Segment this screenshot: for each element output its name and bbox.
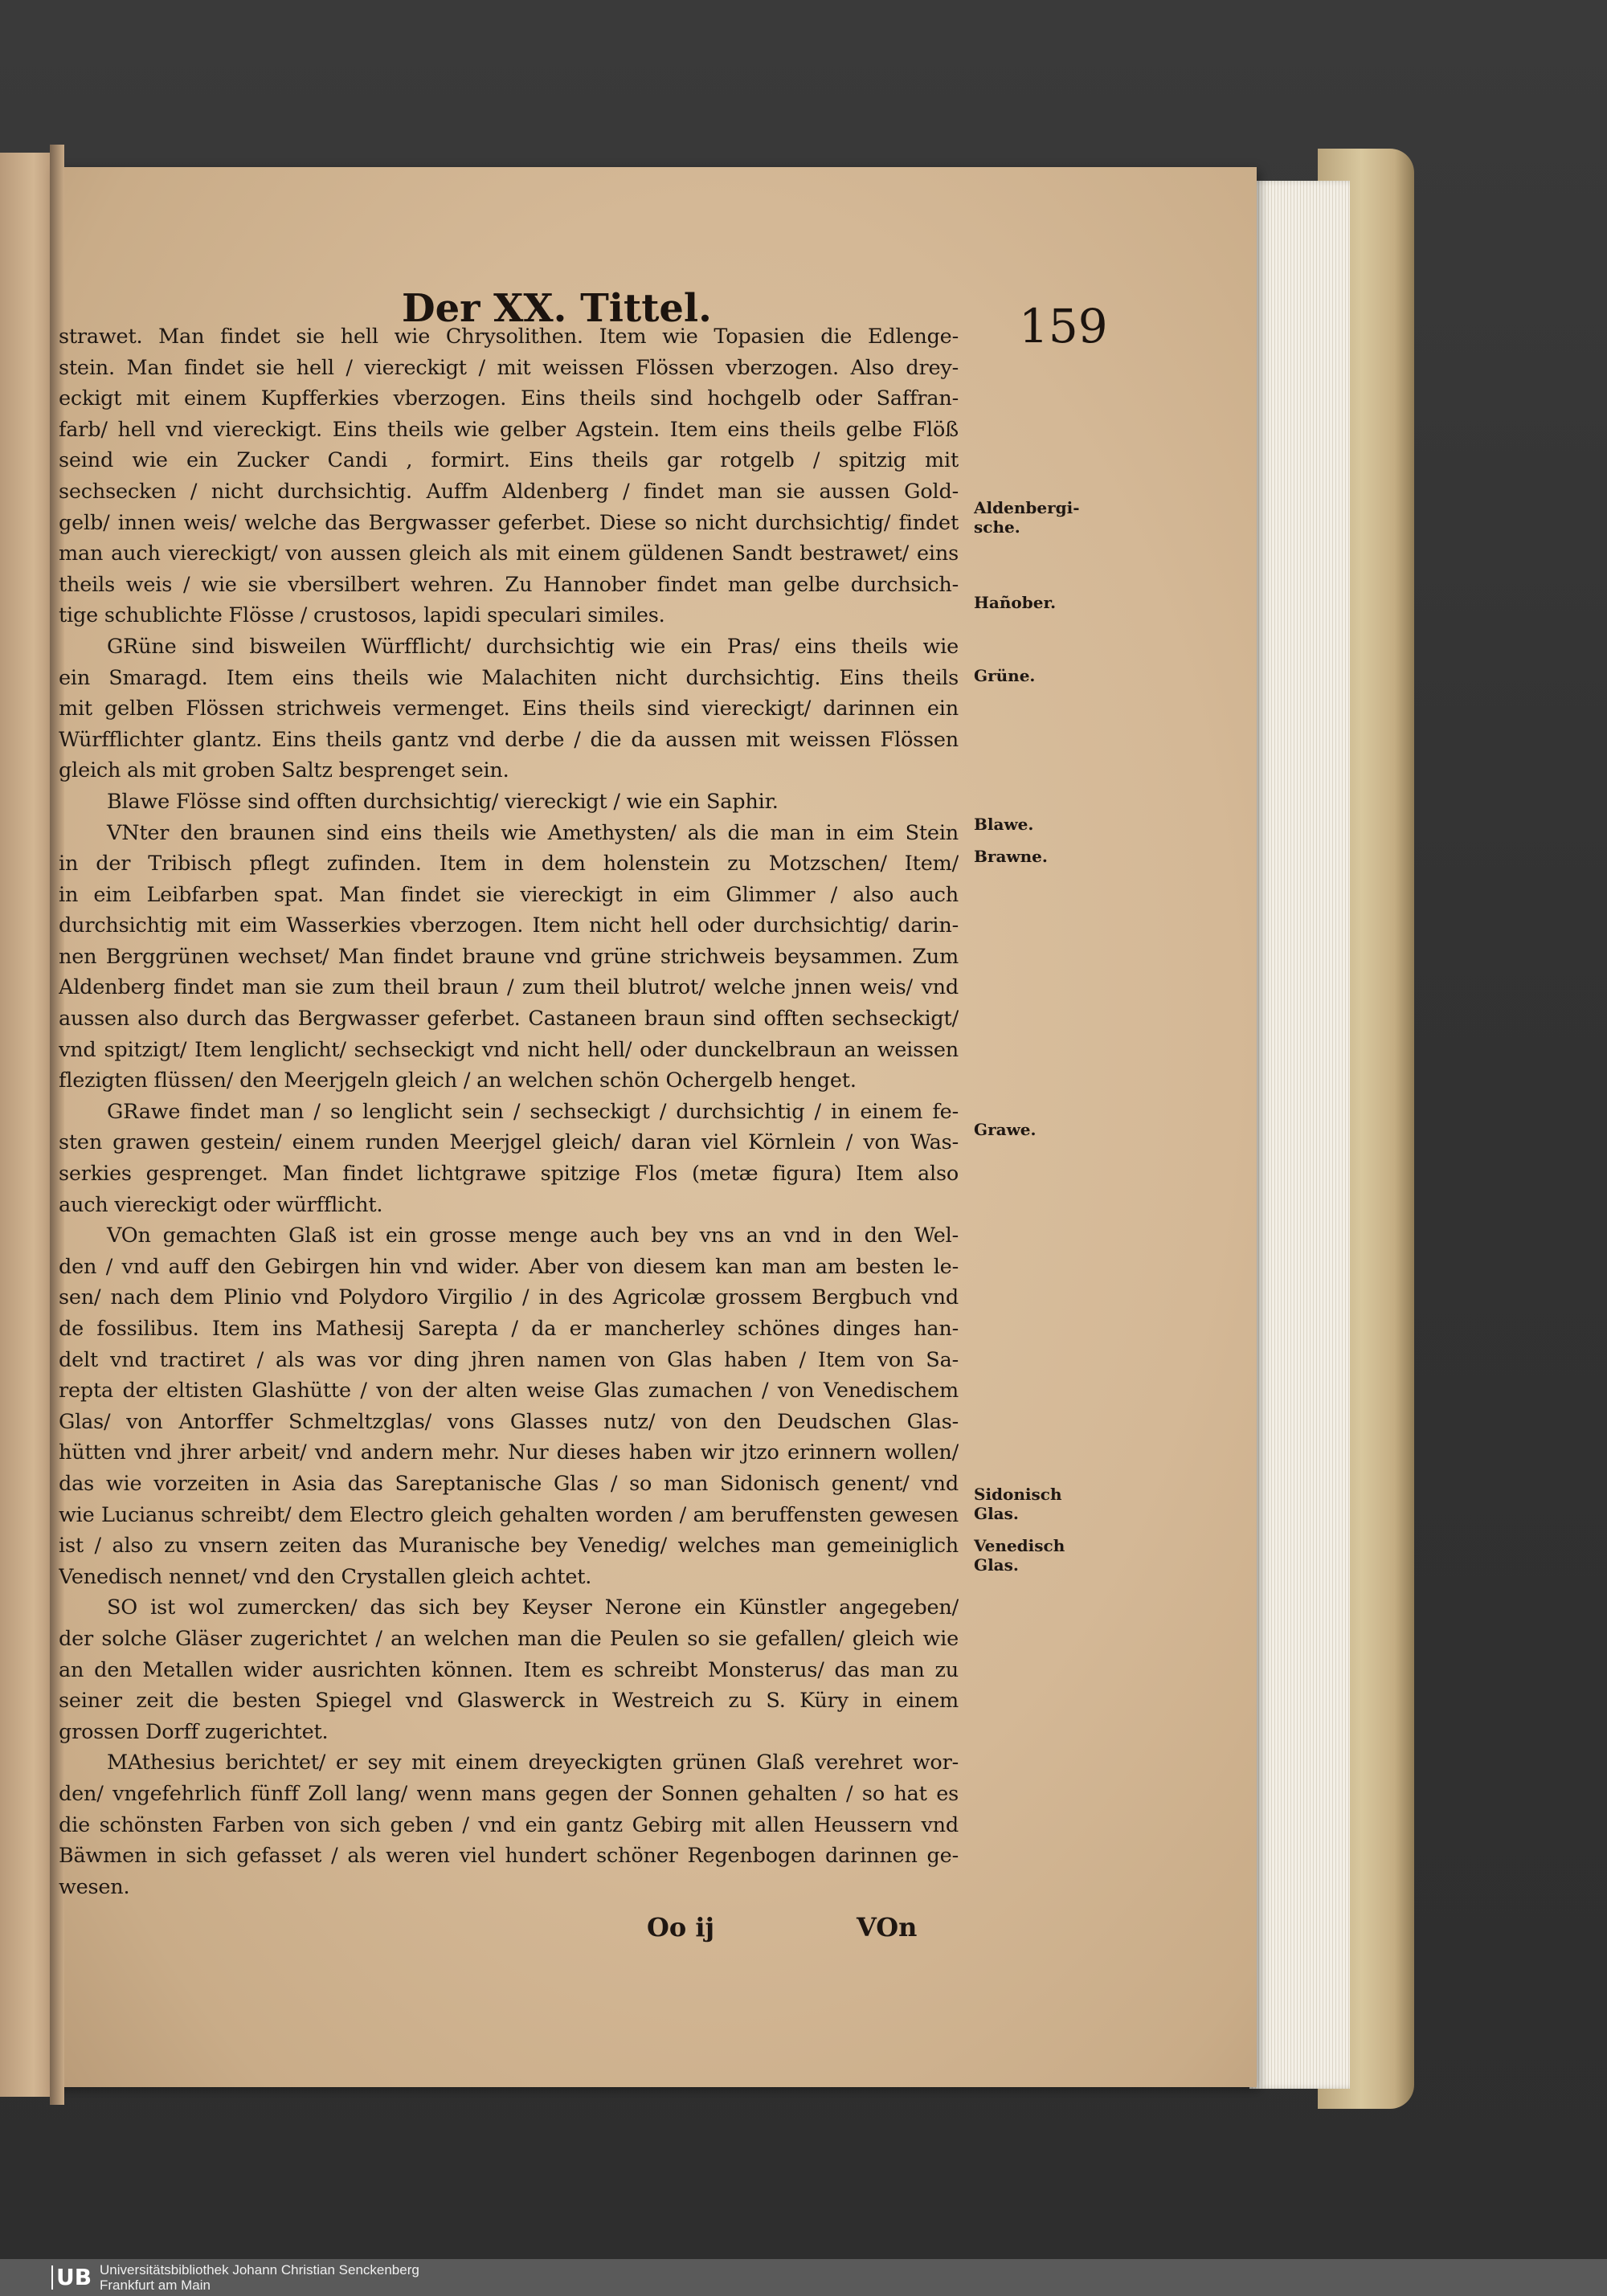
logo-divider xyxy=(51,2265,53,2290)
text-line: seind wie ein Zucker Candi , formirt. Eins theils gar rotgelb / spitzig mit xyxy=(59,448,959,473)
text-line: wie Lucianus schreibt/ dem Electro gleich gehalten worden / am beruffensten gewesen xyxy=(59,1502,959,1527)
margin-note-line: Glas. xyxy=(974,1555,1019,1575)
previous-page-edge xyxy=(0,153,56,2097)
margin-venedisch xyxy=(974,1536,1065,1575)
text-line: MAthesius berichtet/ er sey mit einem dreyeckigten grünen Glaß verehret wor- xyxy=(107,1751,959,1775)
margin-grawe xyxy=(974,1120,1036,1139)
catchword: VOn xyxy=(857,1912,918,1943)
margin-hannober xyxy=(974,593,1056,612)
text-line: eckigt mit einem Kupfferkies vberzogen. Eins theils sind hochgelb oder Saffran- xyxy=(59,386,959,411)
text-line: theils weis / wie sie vbersilbert wehren. Zu Hannober findet man gelbe durchsich- xyxy=(59,572,959,597)
page-block-edges xyxy=(1249,181,1350,2089)
text-line: grossen Dorff zugerichtet. xyxy=(59,1719,329,1744)
text-line: in der Tribisch pflegt zufinden. Item in dem holenstein zu Motzschen/ Item/ xyxy=(59,852,959,876)
text-line: serkies gesprenget. Man findet lichtgrawe spitzige Flos (metæ figura) Item also xyxy=(59,1162,959,1187)
text-line: Aldenberg findet man sie zum theil braun / zum theil blutrot/ welche jnnen weis/ vnd xyxy=(59,975,959,1000)
text-line: GRawe findet man / so lenglicht sein / sechseckigt / durchsichtig / in einem fe- xyxy=(107,1099,959,1124)
margin-note-line: sche. xyxy=(974,517,1020,537)
text-line: durchsichtig mit eim Wasserkies vberzogen. Item nicht hell oder durchsichtig/ darin- xyxy=(59,913,959,938)
text-line: in eim Leibfarben spat. Man findet sie viereckigt in eim Glimmer / also auch xyxy=(59,882,959,907)
margin-note-line: Aldenbergi- xyxy=(974,498,1080,517)
margin-note-line: Grüne. xyxy=(974,666,1036,685)
text-line: Venedisch nennet/ vnd den Crystallen gleich achtet. xyxy=(59,1564,592,1589)
text-line: nen Berggrünen wechset/ Man findet braune vnd grüne strichweis beysammen. Zum xyxy=(59,944,959,969)
running-head: Der XX. Tittel. xyxy=(402,286,712,331)
margin-note-line: Grawe. xyxy=(974,1120,1037,1139)
text-line: Glas/ von Antorffer Schmeltzglas/ vons Glasses nutz/ von den Deudschen Glas- xyxy=(59,1409,959,1434)
text-line: VOn gemachten Glaß ist ein grosse menge auch bey vns an vnd in den Wel- xyxy=(107,1224,959,1248)
text-line: die schönsten Farben von sich geben / vnd ein gantz Gebirg mit allen Heussern vnd xyxy=(59,1812,959,1837)
margin-note-line: Brawne. xyxy=(974,847,1048,866)
margin-aldenbergische xyxy=(974,498,1080,537)
text-line: VNter den braunen sind eins theils wie Amethysten/ als die man in eim Stein xyxy=(107,820,959,845)
footer-bar xyxy=(0,2259,1607,2296)
margin-sidonisch xyxy=(974,1485,1061,1523)
text-line: vnd spitzigt/ Item lenglicht/ sechseckigt vnd nicht hell/ oder dunckelbraun an weissen xyxy=(59,1037,959,1062)
text-line: man auch viereckigt/ von aussen gleich als mit einem güldenen Sandt bestrawet/ eins xyxy=(59,541,959,566)
text-line: farb/ hell vnd viereckigt. Eins theils wie gelber Agstein. Item eins theils gelbe Flöß xyxy=(59,417,959,442)
text-line: ein Smaragd. Item eins theils wie Malachiten nicht durchsichtig. Eins theils xyxy=(59,665,959,690)
margin-note-line: Venedisch xyxy=(974,1536,1065,1555)
text-line: strawet. Man findet sie hell wie Chrysolithen. Item wie Topasien die Edlenge- xyxy=(59,325,959,349)
text-line: flezigten flüssen/ den Meerjgeln gleich / an welchen schön Ochergelb henget. xyxy=(59,1068,857,1093)
text-line: den / vnd auff den Gebirgen hin vnd wider. Aber von diesem kan man am besten le- xyxy=(59,1254,959,1279)
text-line: delt vnd tractiret / als was vor ding jhren namen von Glas haben / Item von Sa- xyxy=(59,1347,959,1372)
margin-note-line: Hañober. xyxy=(974,593,1057,612)
margin-note-line: Glas. xyxy=(974,1504,1019,1523)
text-line: sechsecken / nicht durchsichtig. Auffm Aldenberg / findet man sie aussen Gold- xyxy=(59,479,959,504)
margin-note-line: Blawe. xyxy=(974,815,1034,834)
signature-mark: Oo ij xyxy=(647,1912,715,1943)
text-line: tige schublichte Flösse / crustosos, lapidi speculari similes. xyxy=(59,603,665,628)
text-line: Bäwmen in sich gefasset / als weren viel hundert schöner Regenbogen darinnen ge- xyxy=(59,1844,959,1869)
text-line: wesen. xyxy=(59,1874,130,1899)
margin-note-line: Sidonisch xyxy=(974,1485,1062,1504)
text-line: SO ist wol zumercken/ das sich bey Keyser Nerone ein Künstler angegeben/ xyxy=(107,1595,959,1620)
text-line: sten grawen gestein/ einem runden Meerjgel gleich/ daran viel Körnlein / von Was- xyxy=(59,1130,959,1155)
text-line: mit gelben Flössen strichweis vermenget. Eins theils sind viereckigt/ darinnen ein xyxy=(59,697,959,721)
text-line: repta der eltisten Glashütte / von der alten weise Glas zumachen / von Venedischem xyxy=(59,1379,959,1403)
body-text xyxy=(59,321,959,1902)
text-line: de fossilibus. Item ins Mathesij Sarepta / da er mancherley schönes dinges han- xyxy=(59,1317,959,1341)
footer-city: Frankfurt am Main xyxy=(100,2278,211,2293)
text-line: das wie vorzeiten in Asia das Sareptanische Glas / so man Sidonisch genent/ vnd xyxy=(59,1471,959,1496)
page-number: 159 xyxy=(1019,299,1108,353)
text-line: der solche Gläser zugerichtet / an welchen man die Peulen so sie gefallen/ gleich wie xyxy=(59,1626,959,1651)
text-line: GRüne sind bisweilen Würfflicht/ durchsichtig wie ein Pras/ eins theils wie xyxy=(107,634,959,659)
text-line: gleich als mit groben Saltz besprenget sein. xyxy=(59,758,509,783)
text-line: gelb/ innen weis/ welche das Bergwasser geferbet. Diese so nicht durchsichtig/ findet xyxy=(59,510,959,535)
text-line: seiner zeit die besten Spiegel vnd Glaswerck in Westreich zu S. Küry in einem xyxy=(59,1689,959,1714)
logo-text: UB xyxy=(56,2264,92,2290)
text-line: ist / also zu vnsern zeiten das Muranische bey Venedig/ welches man gemeiniglich xyxy=(59,1534,959,1559)
footer-institution: Universitätsbibliothek Johann Christian Senckenberg xyxy=(100,2262,419,2278)
text-line: stein. Man findet sie hell / viereckigt / mit weissen Flössen vberzogen. Also drey- xyxy=(59,355,959,380)
text-line: hütten vnd jhrer arbeit/ vnd andern mehr. Nur dieses haben wir jtzo erinnern wollen/ xyxy=(59,1440,959,1465)
text-line: aussen also durch das Bergwasser geferbet. Castaneen braun sind offten sechseckigt/ xyxy=(59,1007,959,1032)
margin-gruene xyxy=(974,666,1035,685)
margin-blawe xyxy=(974,815,1033,834)
text-line: an den Metallen wider ausrichten können. Item es schreibt Monsterus/ das man zu xyxy=(59,1657,959,1682)
text-line: Blawe Flösse sind offten durchsichtig/ viereckigt / wie ein Saphir. xyxy=(107,789,779,814)
text-line: auch viereckigt oder würfflicht. xyxy=(59,1192,383,1217)
ub-logo xyxy=(8,2264,92,2291)
text-line: Würfflichter glantz. Eins theils gantz vnd derbe / die da aussen mit weissen Flössen xyxy=(59,727,959,752)
text-line: sen/ nach dem Plinio vnd Polydoro Virgilio / in des Agricolæ grossem Bergbuch vnd xyxy=(59,1285,959,1310)
text-line: den/ vngefehrlich fünff Zoll lang/ wenn mans gegen der Sonnen gehalten / so hat es xyxy=(59,1781,959,1806)
margin-brawne xyxy=(974,847,1048,866)
